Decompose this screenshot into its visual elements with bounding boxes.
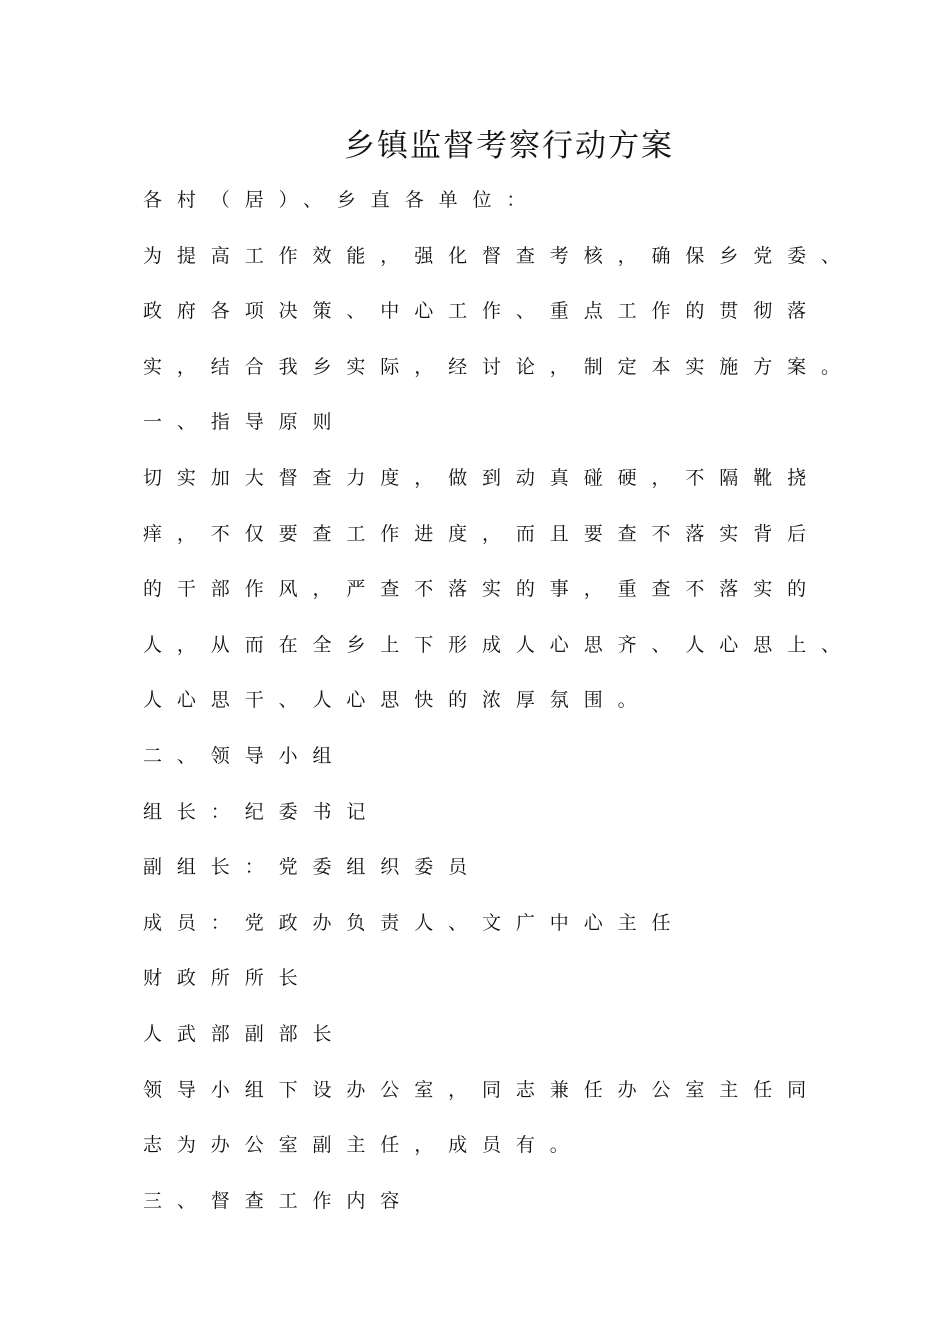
paragraph-line: 切实加大督查力度，做到动真碰硬，不隔靴挠 <box>143 466 822 489</box>
paragraph-line: 的干部作风，严查不落实的事，重查不落实的 <box>143 578 822 601</box>
section-heading: 二、领导小组 <box>143 744 347 767</box>
paragraph-line: 人，从而在全乡上下形成人心思齐、人心思上、 <box>143 633 855 656</box>
paragraph-line: 人心思干、人心思快的浓厚氛围。 <box>143 689 652 712</box>
document-title: 乡镇监督考察行动方案 <box>344 128 674 164</box>
member-line: 副组长：党委组织委员 <box>143 856 483 879</box>
paragraph-line: 领导小组下设办公室，同志兼任办公室主任同 <box>143 1078 822 1101</box>
member-line: 财政所所长 <box>143 967 313 990</box>
salutation-line: 各村（居）、乡直各单位： <box>143 189 541 211</box>
member-line: 成员：党政办负责人、文广中心主任 <box>143 911 686 934</box>
section-heading: 一、指导原则 <box>143 411 347 434</box>
paragraph-line: 痒，不仅要查工作进度，而且要查不落实背后 <box>143 522 822 545</box>
paragraph-line: 为提高工作效能，强化督查考核，确保乡党委、 <box>143 244 855 267</box>
paragraph-line: 政府各项决策、中心工作、重点工作的贯彻落 <box>143 300 822 323</box>
paragraph-line: 志为办公室副主任，成员有。 <box>143 1134 584 1157</box>
paragraph-line: 实，结合我乡实际，经讨论，制定本实施方案。 <box>143 355 855 378</box>
section-heading: 三、督查工作内容 <box>143 1189 415 1212</box>
member-line: 组长：纪委书记 <box>143 800 381 823</box>
member-line: 人武部副部长 <box>143 1022 347 1045</box>
document-body <box>143 183 855 1239</box>
